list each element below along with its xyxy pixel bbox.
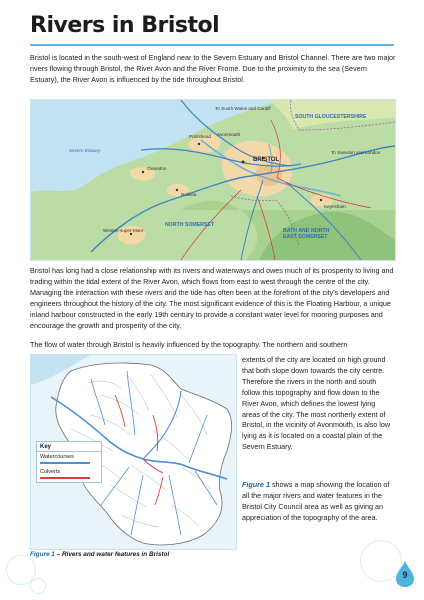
decorative-circle (30, 578, 46, 594)
label-keynsham: Keynsham (324, 204, 346, 209)
label-portishead: Portishead (189, 134, 211, 139)
caption-figure-label: Figure 1 (30, 551, 55, 558)
key-title: Key (37, 442, 101, 452)
figure-reference-paragraph (242, 480, 394, 524)
regional-map-graphic (31, 100, 395, 260)
label-to-wales: To South Wales and Cardiff (215, 106, 271, 111)
label-severn-estuary: Severn Estuary (69, 148, 101, 153)
watercourse-line-icon (40, 462, 90, 464)
label-clevedon: Clevedon (147, 166, 167, 171)
regional-map (30, 99, 396, 261)
title-rule (30, 44, 394, 46)
history-paragraph: Bristol has long had a close relationship with its rivers and waterways and owes much of its prosperity to living and trading within the tidal extent of the River Avon, which flows from east to west through the centre of the city. Managing the interaction with these rivers and the tide has often been at the forefront of the city's developers and engineers throughout the history of the city. The most significant evidence of this is the Floating Harbour, a unique inland harbour constructed in the early 19th century to provide a constant water level for mooring purposes and encourage the growth and prosperity of the city. (30, 266, 394, 330)
label-nailsea: Nailsea (181, 192, 197, 197)
intro-paragraph: Bristol is located in the south-west of England near to the Severn Estuary and Bristol Channel. There are two major rivers flowing through Bristol, the River Avon and the River Frome. Due to the proximity to the sea (Severn Estuary), the River Avon is influenced by the tide throughout Bristol. (30, 53, 396, 84)
label-south-glos: SOUTH GLOUCESTERSHIRE (295, 114, 367, 120)
key-watercourses (37, 452, 101, 467)
key-culverts-label: Culverts (40, 469, 61, 475)
key-watercourses-label: Watercourses (40, 454, 74, 460)
figure-caption (30, 551, 169, 558)
page-title: Rivers in Bristol (30, 13, 220, 38)
label-bath-ne-somerset: BATH AND NORTH EAST SOMERSET (283, 228, 330, 240)
rivers-map (30, 354, 237, 550)
label-north-somerset: NORTH SOMERSET (165, 222, 214, 228)
caption-text: – Rivers and water features in Bristol (54, 551, 170, 558)
key-culverts (37, 467, 101, 482)
label-weston: Weston-super-Mare (103, 228, 144, 233)
figure-reference: Figure 1 (242, 480, 270, 489)
figure-reference-text: shows a map showing the location of all the major rivers and water features in the Bristol City Council area as well as giving an appreciation of the topography of the area. (242, 480, 390, 522)
map-key (36, 441, 102, 483)
label-avonmouth: Avonmouth (217, 132, 241, 137)
label-to-swindon: To Swindon and London (331, 150, 381, 155)
label-bristol: BRISTOL (253, 157, 280, 163)
topography-paragraph-start: The flow of water through Bristol is heavily influenced by the topography. The northern and southern (30, 340, 348, 349)
page-number: 9 (402, 570, 408, 580)
topography-paragraph-continued: extents of the city are located on high ground that both slope down towards the city centre. Therefore the rivers in the north and south follow this topography and flow down to the River Avon, which defines the lowest lying areas of the city. The most northerly extent of Bristol, in the vicinity of Avonmouth, is also low lying as it is located on a coastal plain of the Severn Estuary. (242, 355, 391, 452)
culvert-line-icon (40, 477, 90, 479)
